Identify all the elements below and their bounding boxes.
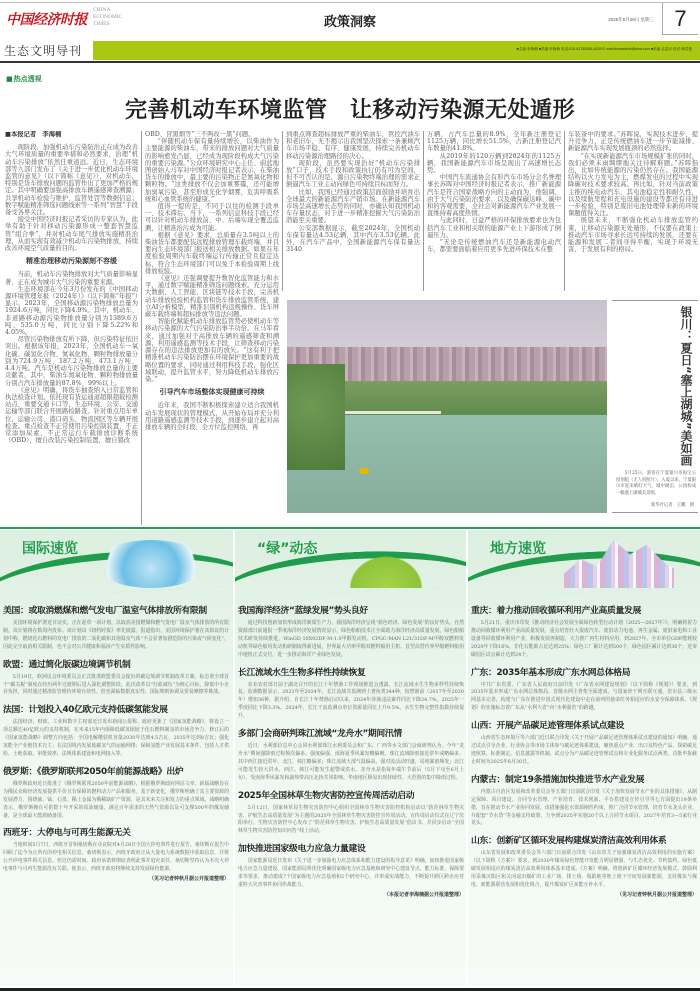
section-green-news: [235, 530, 466, 986]
paragraph: 现阶段，加强机动车污染防治正在成为改善大气环境质量的重要举措和必然要求，治理“机动车污染排放”依然任重道远。近日，生态环境部等九部门发布了《关于进一步优化机动车环境监管的意见》（以下简称《意见》），对机动车，特别是货车排放问题的监管作出了更加严格的规定。其中明确要加强高排放车辆遥感筛查溯源；共享机动车检验与维护、监管处罚等数据信息；数字赋能精准筛选问题线索等一系列“智慧”手段备受各界关注。: [5, 144, 138, 217]
issue-date: 2025年5月28日 星期三: [608, 17, 654, 22]
brief-headline: 俄罗斯：《俄罗斯联邦2050年前能源战略》出炉: [3, 766, 184, 777]
paragraph: 根据《意见》要求，总质量在3.5吨以上的柴油货车都要配装远程排放管理车载终端，并且要向生态环境部门报送相关排放数据。如果在年度检验周期内车载终端运行传输正常且稳定达标，符合生态环境部门可以免于本检验周期上线排放检验。: [145, 231, 279, 275]
byline: ■本报记者 李海楠: [5, 131, 62, 138]
brief-headline: 山西：开展产品碳足迹管理体系试点建设: [471, 721, 624, 732]
brief-body: 5月19日，欧洲议会环境委员会正式批准欧盟委员会提出的碳边境调节机制改革方案，标志着全球首个“碳关税”制度在经历两年过渡期后进入深化调整阶段。此次改革以“行政减负”为核心目标，降低中小企业负担，同时通过精准监管维持环境有效性。但也面临数据真实性、国际规则协调及贸易摩擦等挑战。: [3, 673, 229, 696]
brief-body: 通过科技创新加快形成海洋新质生产力，我国海洋经济呈现“蓝色经济、绿色发展”的良好势头。自然资源部日前通报一季度海洋经济发展情况显示，绿色船舶技术正全面助力海洋经济高质量发展。绿色船舶技术研发持续推进，WinGD 10X92DF-M-1.0甲醇发动机、CPGC-MAN L21/31DF-M甲醇双燃料发动机等绿色船用发动机研制取得新进展，世界最大功率甲醇双燃料船用主机、首型高替代率甲醇燃料船用中速机正式交付，进一步推动海洋产业绿色发展。: [238, 620, 464, 658]
news-brief-list: [238, 598, 464, 900]
paragraph: 现阶段，虽然要实现治好“机动车污染排放”口子，技术手段和政策执行仍有可为空间，但不可否认的是，源自污染物终端治理的需求正倒逼汽车工业主动向绿色可持续目标而努力。: [286, 159, 420, 189]
column-divider: [423, 131, 424, 291]
brief-headline: 2025年全国林草生物灾害防控宣传周活动启动: [238, 790, 415, 801]
paragraph: 近年来，我国不断积极探索建立适合我国机动车发展现状的管理模式，从开始布局并充分利用道路遥感监测等技术手段，到逐步建立起对高排放车辆的全时段、全方位监控网络，再: [145, 402, 279, 431]
brief-headline: 广东：2035年基本形成广东水网总体格局: [471, 667, 631, 678]
news-photo-lake: [287, 300, 607, 513]
paragraph: 接受中国经济时报记者采访的专家认为，此举有助于针对移动污染源形成一整套智慧监管“组合拳”，并对机动车尾气排放实施精准治理，从而实现有效减少机动车污染物排放，持续改善环境空气质量的目的。: [5, 216, 138, 253]
article-column-2: [145, 131, 279, 525]
brief-body: 内蒙古自治区发展和改革委员会等五部门日前联合印发《关于加快发展节水产业的具体措施》，从制定保障、项目建设、合同节水管理、产业培育、技术创新、平台搭建及宣传引导等七方面提出19条举措，旨在推动节水产业协同发展。该措施强化水资源刚性约束，推广合同节水管理，培育节水龙头企业，并配套“节水贷”等金融支持政策，力争到2025年实施20个以上合同节水项目，2027年培育3—5家行业龙头。: [471, 788, 697, 827]
brief-body: 中共广东省委、广东省人民政府日前印发《广东省水网建设规划》（以下简称《规划》）要求，到2035年基本形成广东水网总体格局，省级水网主骨架全面建成，与国家骨干网互联互通，省市县三级水网基本完善，构建与广东在推进中国式现代化建设中走在前列的使命任务相适应的水安全保障体系。《规划》的实施标志着广东从“水利大省”向“水利强省”的跨越。: [471, 681, 697, 712]
column-divider: [141, 131, 142, 525]
divider: [0, 61, 700, 63]
top-rule: [0, 2, 700, 3]
section-local: [468, 530, 700, 986]
logo-en-line: ECONOMIC: [93, 14, 123, 20]
article-column-1: [5, 131, 138, 525]
brief-headline: 加快推进国家级电力应急力量建设: [238, 844, 366, 855]
brief-body: 国家能源局近日发布《关于进一步加强电力应急体系和能力建设的指导意见》明确，加快推进国家级电力应急力量建设。国家能源局将优化明确国家级电力应急基地和研究中心建设节点、能力标准、保障要求等要求，推动建成7个国家级电力应急基地和2个研究中心，并形成实战能力，不断提升跨区跨企应对重特大灾害事件协同作战能力。: [238, 858, 464, 888]
brief-headline: 西班牙：大停电与可再生能源无关: [3, 828, 131, 839]
column-divider: [282, 131, 283, 291]
brief-body: 近日，水利部信息中心会同水利部珠江水利委员会和广东、广西等水文部门会商研判认为，今年“龙舟水”期间强降雨过程频次偏多、强度偏强，南海夏季风暴发略偏晚，珠江流域降雨接近常年或略偏多，其中西江接近常年，北江、韩江略偏多；珠江流域大部气温偏高，强对流活动旺盛，局地暴雨频发；北江可能发生较大洪水，西江、韩江可能发生超警或洪水。龙舟水是指每年端午节前后（5月下旬至6月上旬），受南海季风暴发和副热带高压北抬共同影响，华南地区极易出现持续性、大范围的集中降雨过程。: [238, 743, 464, 781]
brief-body: 俄罗斯政府近日批准了《俄罗斯联邦2050年前能源战略》。根据俄罗斯政府网站文章，新版战略旨在为俄民众和经济发展提供平价且有保障的燃料动力产品和服务。基于新变化，俄罗斯明确了其主要资源的发展潜力，围绕铀、锰、石墨、稀土金属为俄稀缺矿产资源，是其未来关注和发力的重点领域。战略明确表示，俄罗斯拥有可供数十年开采的原油储量，满足百年需求的天然气资源以及可支撑500年的煤炭储备，是全球最大能源储备国。: [3, 780, 229, 819]
subheading: 引导汽车市场整体实现健康可持续: [159, 388, 265, 397]
column-kicker: ■ 热点透视: [6, 74, 42, 84]
paragraph: 中国汽车流通协会有形汽车市场分会名誉理事长苏晖对中国经济时报记者表示，推广新能源汽车是符合国家战略方向的主动而为，他强调，由于大气污染防治要求，以及确保碳达峰、碳中和的客观需要，全社会对新能源汽车产业发展一直维持着高度热情。: [427, 174, 561, 218]
photo-title: 银川：夏日“塞上湖城”美如画: [679, 306, 693, 466]
paragraph: “伴随机动车保有量持续增长，以柴油作为主要能源的柴油车，带来的排放问题对大气质量的影响愈发凸显，已经成为现阶段构成大气污染的重要污染源。”公众环境研究中心主任、蔚蓝地图创始人马军对中国经济时报记者表示，在柴油货车的排放中，最主要的污染物正是氮氧化物和颗粒物。“这类排放不仅会加重雾霾，还可能增加臭氧污染，甚至形成光化学烟雾，危害呼吸系统和心血管系统的健康。”: [145, 138, 279, 203]
brief-body: 法国经济、财政、工业和数字主权部近日发布新闻公报称，政府更新了《国家氢能战略》，将设立一项总额达40亿欧元的支持机制，在未来15年内保障低碳氢相较于化石燃料制氢的市场竞争力。修订后的《国家氢能战略》调整方向包括：全国电解槽装机容量2030年达到4.5吉瓦，2035年达到8吉瓦；强化氢能全产业链技术自主；在法国境内发展低碳氢气的运输网络；保障氢能产业发展基本条件，包括人才供给、土地获取、审批效率、法规体系建设和电网接入等。: [3, 719, 229, 757]
brief-headline: 内蒙古：制定19条措施加快推进节水产业发展: [471, 774, 645, 785]
paragraph: 《意见》明确，将货车抽查纳入日常监管和执法检查计划。依托现有货运通道超限超载检测站点、重要交通卡口等，生态环境、公安、交通运输等部门联合开展路检路查。针对重点用车单位、运输公司、港口码头、物流园区等车辆开展检查。重点检查不正常使用污染控制装置、不正常添加尿素、不正常运行车载排放诊断系统（OBD），擅自改装污染控制装置，擅自篡改: [5, 386, 138, 445]
brief-headline: 法国：计划投入40亿欧元支持低碳氢能发展: [3, 705, 168, 716]
brief-headline: 重庆：着力推动回收循环利用产业高质量发展: [471, 606, 641, 616]
supplement-title: 生态文明导刊: [4, 44, 83, 58]
staff-info: ■主编:李海楠 ■责编:李海楠 电话:010-81785185-3025 E-mail:blueseafish@sina.com ■美编:孟雷亦 校对:梅雪蕾: [516, 47, 692, 51]
section-international: [0, 530, 233, 986]
paragraph: 展望未来，不断强化机动车排放监管约束，让移动污染源无处遁形，不仅要在政策上推动汽车市场寻求长远可持续的发展，还要在能源和发展二者间寻得平衡，实现于环境无害、于发展有利的格局。: [568, 217, 698, 254]
column-divider: [564, 131, 565, 291]
paragraph: 生态环境部在今年3月份发布的《中国移动源环境管理年报（2024年）》（以下简称“年报”）显示，2023年，全国移动源污染物排放总量为1924.6万吨，同比下降4.9%。其中，机动车、非道路移动源污染物排放量分别为1389.6万吨、535.0万吨，同比分别下降5.22%和4.05%。: [5, 285, 138, 337]
section-heading: 地方速览: [490, 541, 546, 557]
paragraph: 智能化赋能机动车排放监管势必使机动车等移动污染源的大气污染防治事半功倍。在马军看来，通过加强对于高排放车辆的遥感筛查和溯源，利用遥感监测等技术手段，让筛查移动污染源存在的违法排放更加有的放矢。“这有利于把精准机动车污染防治摆在环境保护更加重要的战略位置的要求，同时通过利用科技手段，强化区域联动，提升监管水平，努力降低机动车排放污染。”: [145, 318, 279, 383]
brief-body: 5月21日，重庆市印发《推动经济社会发展全面绿色转型行动计划（2025—2027年）》，明确将着力推动回收循环利用产业高质量发展，重点培育壮大报废汽车、废旧动力电池、再生金属、废旧家电和工业设备等回收循环利用产业，积极发展再制造，大力推广再生材料应用。到2027年，全市单位GDP能耗较2020年下降16%，非化石能源占比达到25%；绿色工厂累计达到500个，绿色园区累计达到36个，近零碳园区试点累计达到24个。: [471, 620, 697, 658]
section-divider: [0, 527, 700, 529]
paragraph: 值得一提的是，不同于以往的检测手段单一、技术滞后，当下，一系列信息科技手段已经可以针对机动车排放前、中、后端实现全覆盖监测，让精准治污成为可能。: [145, 203, 279, 232]
section-heading: “绿”动态: [257, 541, 318, 557]
brief-headline: 欧盟：通过简化版碳边境调节机制: [3, 659, 131, 670]
staff-bar: [93, 41, 700, 60]
brief-headline: 多部门会商研判珠江流域“龙舟水”期间汛情: [238, 729, 402, 740]
paragraph: “无论是传统燃油汽车还是新能源电动汽车，都需要面临着应用更多先进环保技术在整: [427, 239, 561, 254]
pastel-illustration: [564, 540, 674, 588]
paragraph: 万辆，占汽车总量的8.9%，全年新注册登记1125万辆，同比增长51.5%，占新注册登记汽车数量的41.8%。: [427, 131, 561, 153]
paragraph: 从2019年的120万辆到2024年的1125万辆，我国新能源汽车市场呈现出了高速增长态势。: [427, 152, 561, 175]
paragraph: 《意见》还强调要提升数智化监管能力和水平，通过数字赋能精准筛选问题线索。充分运用大数据、人工智能、区块链等技术手段，完善机动车排放检验机构监管和货车排放监管系统，建立AI分析模型，精准识别机构违规操作、货车屏蔽车载终端和超标排放等违法问题。: [145, 275, 279, 319]
bottom-rule: [0, 988, 700, 991]
brief-headline: 美国：或取消燃煤和燃气发电厂温室气体排放所有限制: [3, 606, 207, 616]
section-heading: 国际速览: [22, 541, 78, 557]
article-column-5: [568, 131, 698, 291]
news-brief-list: [471, 598, 697, 900]
brief-body: 当地时间5月7日，西班牙首相桑切斯在众议院对4月28日全国大停电事件进行报告。桑切斯在报告中回顾了迄今为止所有的停电相关信息。桑切斯表示，西班牙政府正从大量电力系统数据中获取信息，并将公开停电事件相关信息，但这仍需时间。政府承诺将彻底查明此事并追究责任。桑切斯坚持认为本次大停电事件与可再生能源没有关联。他表示，西班牙政府将继续支持发展绿色能源。: [3, 842, 229, 873]
paragraph: 当前，机动车污染物排放对大气质量影响显著，正在成为城市大气污染的重要来源。: [5, 271, 138, 286]
compiler-credit: （本报记者李海楠据公开报道整理）: [383, 891, 464, 898]
section-title: 政策洞察: [323, 15, 376, 30]
main-headline: 完善机动车环境监管 让移动污染源无处遁形: [124, 97, 575, 123]
paragraph: 车装备中的要求。”苏晖说，实现技术进步、提升竞争力，正是传统燃油车进一步节能减排、新能源汽车实现发展瓶颈的必然选择。: [568, 131, 698, 153]
article-column-4: [427, 131, 561, 291]
paragraph: 到重点筛查超标排放严重的柴油车，管控汽油车和老旧车，无不揭示出我国坚决探索一条兼顾汽车市场平稳、有序、健康发展，持续完善机动车移动污染源治理路径的决心。: [286, 131, 420, 160]
paragraph: OBD、冒黑烟等“三不两改一黑”问题。: [145, 131, 255, 138]
brief-body: 山西省生态环境厅等六部门近日联合印发《关于开展产品碳足迹管理体系试点建设的通知》明确，通过试点引导企业、行业协会等市场主体参与碳足迹体系建设，聚焦重点产业、出口及特色产品，探索碳足迹核算、标准制定、信息披露等机制。试点分为产品碳足迹管理试点和专业化服务试点两类，首批申报截止时间为2025年6月30日。: [471, 735, 697, 765]
page-number: 7: [662, 3, 698, 35]
article-column-3: [286, 131, 420, 291]
boat: [359, 468, 369, 474]
brief-body: 美国环境保护署近日证实，正在起草一项计划，以取消美国燃煤和燃气发电厂温室气体排放的所有限制。该计划将在数周内发布。该计划由《纽约时报》率先披露。报道指出，美国环境保护署在其拟议的计划中称，燃烧化石燃料的发电厂排放的二氧化碳和其他温室气体“不会显著加剧危险的污染或气候变化”，因此完全取消相关限制，也不会对公共健康和福祉产生实质性影响。: [3, 620, 229, 650]
brief-headline: 山东：创新矿区循环发展构建煤炭清洁高效利用体系: [471, 836, 667, 847]
paragraph: 与此同时，日益严格的环保排放要求也为包括汽车工业和相关联的能源产业上下游形成了倒逼压力。: [427, 217, 561, 239]
paragraph: 尽管污染物排放有所下降，但污染特征依旧突出。根据该年报，2023年，全国机动车一氧化碳、碳氢化合物、氮氧化物、颗粒物排放量分别为724.9万吨、187.2万吨、473.1万吨、4.4万吨。汽车是机动车污染物排放总量的主要贡献者，其中，柴油车氮氧化物、颗粒物排放量分别占汽车排放量的87.8%、99%以上。: [5, 336, 138, 387]
compiler-credit: （见习记者钟秋月据公开报道整理）: [148, 876, 229, 883]
logo-en-line: TIMES: [93, 21, 110, 27]
brief-headline: 我国海洋经济“蓝绿发展”势头良好: [238, 606, 368, 616]
logo-en-line: CHINA: [93, 7, 111, 13]
paragraph: 比如，我国已经通过政策层面鼓励并培育出全球最大的新能源汽车产销市场。在新能源汽车市场呈高速增长态势的同时，亦确认知我国机动车存量状态，对于进一步精准挖掘大气污染防治潜能至关重要。: [286, 188, 420, 225]
brief-body: 农业农村部日前于湖北召开的长江十年禁渔工作现场推进会透露，长江流域水生生物多样性持续恢复。监测数据显示，2021年至2024年，长江流域共监测到土著鱼类344种，较禁渔前（2017年至2020年）增加36种。据介绍，自长江十年禁渔启动以来，2024年涉渔违法案件同比下降24.7%，2025年一季度同比下降3.3%。2024年，长江干流监测点单位资源量同比上升9.5%，水生生物完整性指数持续提升。: [238, 681, 464, 720]
globe-illustration: [96, 540, 206, 588]
brief-body: 山东省发展和改革委员会等六部门日前联合印发《山东省关于加强煤炭清洁高效利用的实施方案》（以下简称《方案》）要求，到2030年煤炭绿色智能开发能力明显增强，与生态优先、节约集约、绿色低碳发展相适应的煤炭清洁高效利用体系基本建成。《方案》明确，将创新矿区循环经济发展模式，鼓励利用采煤沉陷区和关闭退出煤矿的工业广场、排土场、塌陷地等地上地下空间发展新能源，支持煤炭与煤电、新能源联营发展和优化组合，提升煤炭矿区多能互补水平。: [471, 850, 697, 888]
brief-body: 5月12日，国家林草局生物灾害防控中心组织全国林草生物灾害防控机构启动以“防范林草生物灾害，护航生态高质量发展”为主题的2025年全国林草生物灾害防控宣传周活动。宣传周启动仪式在辽宁沈阳举行。生物灾害防控中心发布了“防范林草生物灾害，护航生态高质量发展”倡议书，并同步启动“全国林草生物灾害防控知识问答”线上活动。: [238, 804, 464, 835]
news-brief-list: [3, 598, 229, 884]
city-illustration: [331, 540, 441, 588]
newspaper-logo: 中国经济时报: [6, 12, 87, 28]
photo-caption-box: [612, 300, 698, 513]
brief-headline: 长江流域水生生物多样性持续恢复: [238, 667, 366, 678]
compiler-credit: （见习记者钟秋月据公开报道整理）: [616, 891, 697, 898]
photo-caption: 5月25日，游客在宁夏银川市海宝公园划船（无人机照片）。入夏以来，宁夏银川市迎来晴好天气，城中湖泊、公园构成一幅塞上湖城美景图。: [616, 471, 696, 496]
photo-credit: 新华社记者 王鹏 摄: [651, 503, 694, 508]
paragraph: 公安部数据显示，截至2024年，全国机动车保有量达4.53亿辆，其中汽车3.53亿辆。此外，在汽车产品中，全国新能源汽车保有量达3140: [286, 224, 420, 254]
subheading: 精准治理移动污染源刻不容缓: [26, 257, 117, 266]
paragraph: “在实现新能源汽车市场规模扩张的同时，我们必须未雨绸缪地关注待解难题。”苏晖指出，比如传统能源的污染仍然存在。我国能源结构以火力发电为主，燃煤发电的过程中实现降碳对技术要求较高。再比如，针对当前政策主推的纯电动汽车，其电池稳定性和耐久性，以及续航里程和充电设施的建设等都还有待进一步检验，特别是废旧电池处理带来新的环境课题值得关注。: [568, 152, 698, 218]
